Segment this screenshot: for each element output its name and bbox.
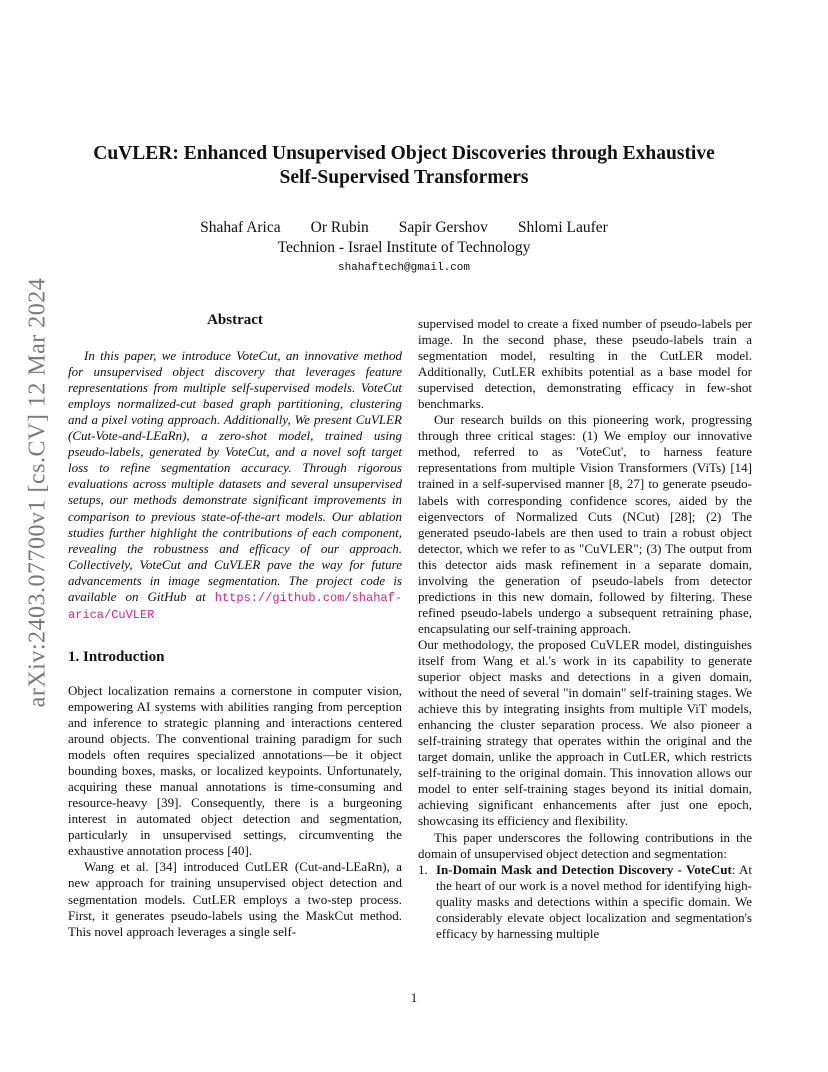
author-list [80,219,728,237]
intro-paragraph-2: Wang et al. [34] introduced CutLER (Cut-and-LEaRn), a new approach for training unsupervised object detection and segmentation models. CutLER employs a two-step process. First, it generates pseudo-labels using the MaskCut method. This novel approach leverages a single self- [68,859,402,939]
abstract-body [68,348,402,623]
section-heading-introduction: 1. Introduction [68,648,165,665]
intro-paragraph-1: Object localization remains a cornerstone in computer vision, empowering AI systems with abilities ranging from perception and inference to strategic planning and interactions centered around objects. The conventional training paradigm for such models often requires specialized annotations—be it object bounding boxes, masks, or localized keypoints. Unfortunately, acquiring these manual annotations is time-consuming and resource-heavy [39]. Consequently, there is a burgeoning interest in automated object detection and segmentation, particularly in unsupervised settings, circumventing the exhaustive annotation process [40]. [68,682,402,859]
author: Or Rubin [310,219,369,236]
contribution-item [418,862,752,942]
contribution-text: : At the heart of our work is a novel method for identifying high-quality masks and detections within a specific domain. We considerably elevate object localization and segmentation's efficacy by harnessing multiple [436,861,752,941]
arxiv-sidebar [24,277,51,707]
author: Shahaf Arica [200,219,281,236]
paper-title: CuVLER: Enhanced Unsupervised Object Discoveries through Exhaustive Self-Supervised Transformers [93,143,715,188]
contribution-number: 1. [418,861,428,877]
intro-paragraph-4: Our research builds on this pioneering work, progressing through three critical stages: (1) We employ our innovative method, referred to as 'VoteCut', to harness feature representations from multiple Vision Transformers (ViTs) [14] trained in a self-supervised manner [8, 27] to generate pseudo-labels with corresponding confidence scores, aided by the eigenvectors of Normalized Cuts (NCut) [28]; (2) The generated pseudo-labels are then used to train a robust object detector, which we refer to as "CuVLER"; (3) The output from this detector aids mask refinement in a separate domain, involving the generation of pseudo-labels from detector predictions in this new domain, followed by filtering. These refined pseudo-labels undergo a subsequent retraining phase, encapsulating our self-training approach. [418,412,752,636]
intro-paragraph-6: This paper underscores the following contributions in the domain of unsupervised object detection and segmentation: [418,829,752,861]
author: Shlomi Laufer [517,219,608,236]
right-column [418,316,752,942]
intro-paragraph-3: supervised model to create a fixed number of pseudo-labels per image. In the second phase, these pseudo-labels train a segmentation model, resulting in the CutLER model. Additionally, CutLER exhibits potential as a base model for supervised detection, demonstrating efficacy in few-shot benchmarks. [418,316,752,412]
contribution-title: In-Domain Mask and Detection Discovery - VoteCut [436,861,732,877]
left-column [68,312,402,940]
author: Sapir Gershov [398,219,488,236]
arxiv-identifier: arXiv:2403.07700v1 [cs.CV] 12 Mar 2024 [24,277,51,707]
github-link[interactable]: https://github.com/shahaf-arica/CuVLER [68,590,402,622]
contribution-body [436,862,752,942]
abstract-heading: Abstract [207,312,263,328]
intro-paragraph-5: Our methodology, the proposed CuVLER model, distinguishes itself from Wang et al.'s work in its capability to generate superior object masks and detections in a given domain, without the need of several "in domain" self-training stages. We achieve this by integrating insights from multiple ViT models, enhancing the cluster separation process. We also pioneer a self-training strategy that operates within the original and the target domain, unlike the approach in CutLER, which restricts self-training to the original domain. This innovation allows our model to enter self-training stages beyond its initial domain, achieving significant enhancements after just one epoch, showcasing its efficiency and flexibility. [418,636,752,829]
affiliation: Technion - Israel Institute of Technology [277,239,531,256]
author-email[interactable]: shahaftech@gmail.com [337,262,471,274]
page-number: 1 [410,990,418,1005]
abstract-text: In this paper, we introduce VoteCut, an innovative method for unsupervised object discovery that leverages feature representations from multiple self-supervised models. VoteCut employs normalized-cut based graph partitioning, clustering and a pixel voting approach. Additionally, We present CuVLER (Cut-Vote-and-LEaRn), a zero-shot model, trained using pseudo-labels, generated by VoteCut, and a novel soft target loss to refine segmentation accuracy. Through rigorous evaluations across multiple datasets and several unsupervised setups, our methods demonstrate significant improvements in comparison to previous state-of-the-art models. Our ablation studies further highlight the contributions of each component, revealing the robustness and efficacy of our approach. Collectively, VoteCut and CuVLER pave the way for future advancements in image segmentation. The project code is available on GitHub at [68,348,402,604]
